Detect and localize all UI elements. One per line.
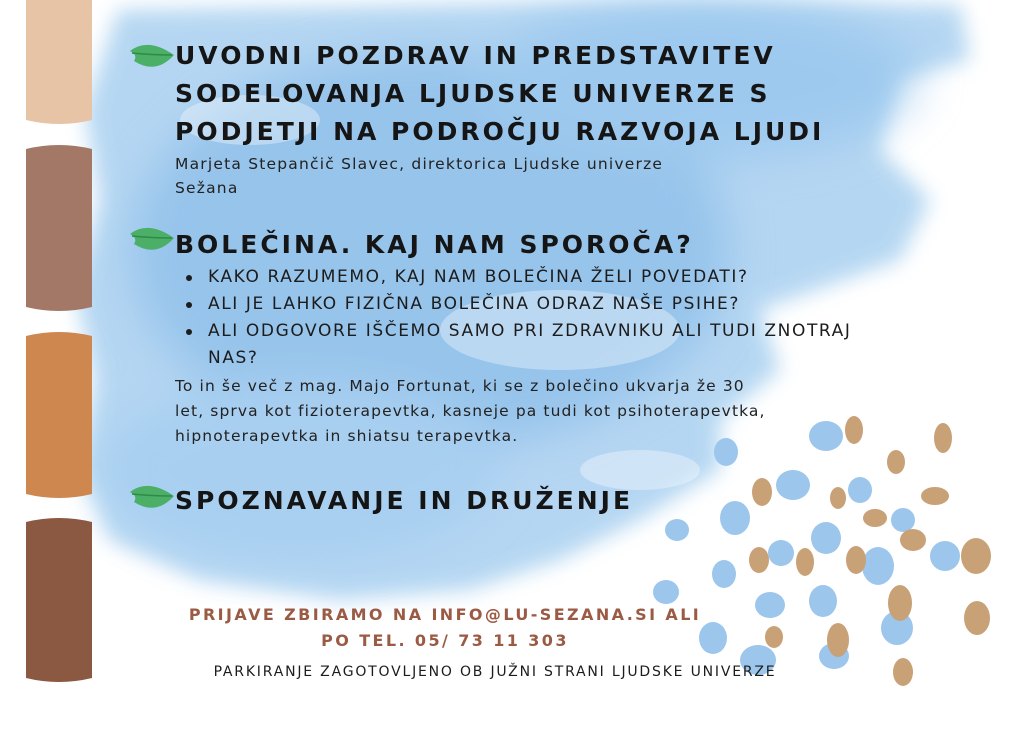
section2-title: BOLEČINA. KAJ NAM SPOROČA?: [175, 230, 694, 259]
section1-title-line-2: SODELOVANJA LJUDSKE UNIVERZE S: [175, 79, 771, 108]
paragraph-line-3: hipnoterapevtka in shiatsu terapevtka.: [175, 427, 519, 445]
parking-note: PARKIRANJE ZAGOTOVLJENO OB JUŽNI STRANI LJUDSKE UNIVERZE: [213, 664, 777, 680]
speaker-line-1: Marjeta Stepančič Slavec, direktorica Ljudske univerze: [175, 155, 664, 173]
section1-title-line-1: UVODNI POZDRAV IN PREDSTAVITEV: [175, 41, 776, 70]
section1-title-line-3: PODJETJI NA PODROČJU RAZVOJA LJUDI: [175, 117, 825, 146]
description-paragraph: [175, 374, 915, 449]
list-item: ALI JE LAHKO FIZIČNA BOLEČINA ODRAZ NAŠE PSIHE?: [186, 291, 898, 318]
section3-title: SPOZNAVANJE IN DRUŽENJE: [175, 486, 634, 515]
list-item: ALI ODGOVORE IŠČEMO SAMO PRI ZDRAVNIKU ALI TUDI ZNOTRAJ NAS?: [186, 318, 898, 372]
paragraph-line-1: To in še več z mag. Majo Fortunat, ki se z bolečino ukvarja že 30: [175, 377, 745, 395]
leaf-icon: [128, 224, 176, 254]
speaker-line-2: Sežana: [175, 179, 239, 197]
registration-contact: [160, 602, 730, 654]
leaf-icon: [128, 482, 176, 512]
leaf-icon: [128, 41, 176, 71]
section1-title: [175, 37, 824, 151]
paragraph-line-2: let, sprva kot fizioterapevtka, kasneje pa tudi kot psihoterapevtka,: [175, 402, 766, 420]
speaker-info: [175, 152, 663, 200]
contact-line-2: PO TEL. 05/ 73 11 303: [321, 631, 569, 650]
question-list: [186, 264, 898, 372]
contact-line-1: PRIJAVE ZBIRAMO NA INFO@LU-SEZANA.SI ALI: [188, 605, 702, 624]
list-item: KAKO RAZUMEMO, KAJ NAM BOLEČINA ŽELI POVEDATI?: [186, 264, 898, 291]
